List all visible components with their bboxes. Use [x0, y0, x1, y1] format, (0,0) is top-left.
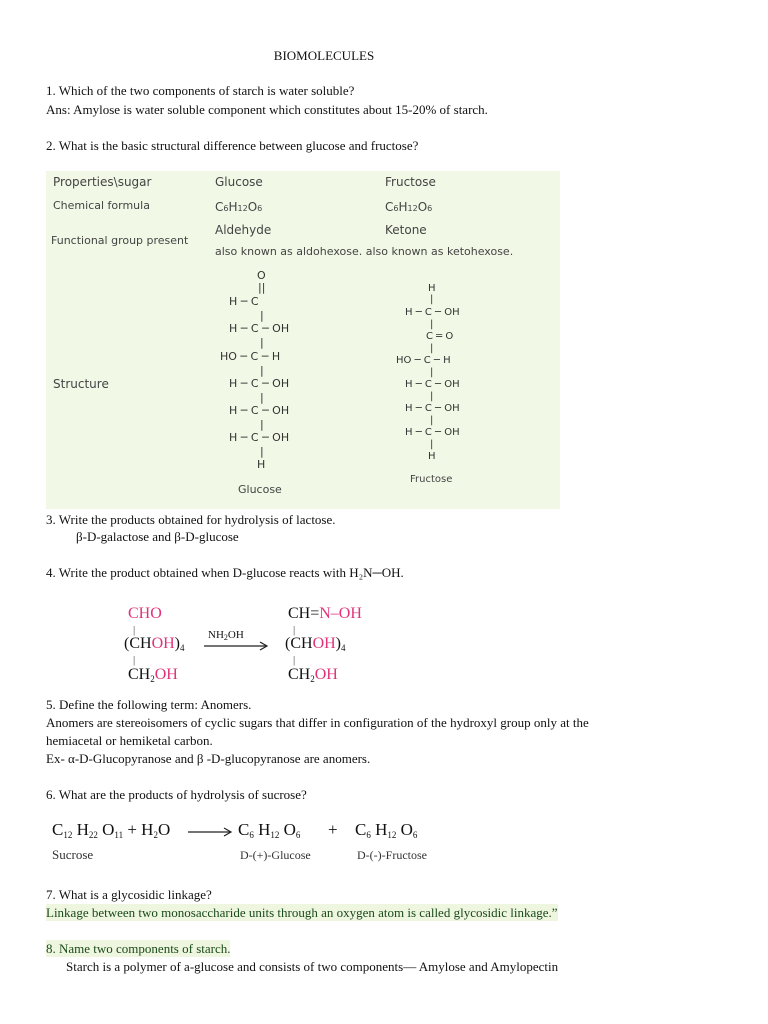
question-7: 7. What is a glycosidic linkage? — [46, 887, 212, 902]
reagent-label: NH2OH — [208, 629, 244, 642]
question-3: 3. Write the products obtained for hydrolysis of lactose. — [46, 512, 336, 527]
answer-8: Starch is a polymer of a-glucose and consists of two components— Amylose and Amylopectin — [66, 959, 559, 974]
row-label-structure: Structure — [53, 377, 109, 391]
glucose-formula: C6H12O6 — [215, 200, 263, 214]
fructose-functional-group: Ketone — [385, 223, 427, 237]
row-label-functional-group: Functional group present — [51, 234, 189, 247]
row-label-formula: Chemical formula — [53, 199, 150, 212]
label-sucrose: Sucrose — [52, 847, 94, 862]
comparison-table-image: Properties\sugar Glucose Fructose Chemical formula C6H12O6 C6H12O6 Aldehyde Ketone Functional group present also known as aldohexose. also known as ketohexose. Structure O || H ─ C | H ─ C ─ OH | HO ─ C ─ H | H ─ C ─ OH | H ─ C ─ OH | H ─ C ─ OH | H Glucose H | H ─ C ─ OH | C ═ O | HO ─ C ─ H | H ─ C ─ OH | H ─ C ─ OH | H ─ C ─ OH | H Fructose — [46, 171, 560, 509]
question-2: 2. What is the basic structural difference between glucose and fructose? — [46, 138, 419, 153]
answer-1: Ans: Amylose is water soluble component which constitutes about 15-20% of starch. — [46, 102, 488, 117]
answer-5-line-1: Anomers are stereoisomers of cyclic sugars that differ in configuration of the hydroxyl group only at the — [46, 715, 589, 730]
question-6: 6. What are the products of hydrolysis of sucrose? — [46, 787, 307, 802]
fructose-formula: C6H12O6 — [385, 200, 433, 214]
label-fructose: D-(-)-Fructose — [357, 848, 427, 862]
reaction-arrow-icon — [204, 640, 270, 652]
question-8: 8. Name two components of starch. — [46, 941, 231, 956]
question-4: 4. Write the product obtained when D-glucose reacts with H₂N─OH. — [46, 565, 404, 580]
equation-arrow-icon — [188, 826, 234, 838]
page-title: BIOMOLECULES — [273, 48, 375, 63]
question-5: 5. Define the following term: Anomers. — [46, 697, 252, 712]
question-1: 1. Which of the two components of starch is water soluble? — [46, 83, 355, 98]
answer-5-line-2: hemiacetal or hemiketal carbon. — [46, 733, 213, 748]
table-header-properties: Properties\sugar — [53, 175, 152, 189]
answer-7: Linkage between two monosaccharide units through an oxygen atom is called glycosidic linkage.” — [46, 905, 558, 920]
table-header-fructose: Fructose — [385, 175, 436, 189]
functional-group-note: also known as aldohexose. also known as ketohexose. — [215, 245, 514, 258]
answer-5-example: Ex- α-D-Glucopyranose and β -D-glucopyranose are anomers. — [46, 751, 371, 766]
table-header-glucose: Glucose — [215, 175, 263, 189]
label-glucose: D-(+)-Glucose — [240, 848, 311, 862]
answer-3: β-D-galactose and β-D-glucose — [76, 529, 239, 544]
glucose-caption: Glucose — [238, 483, 282, 496]
glucose-functional-group: Aldehyde — [215, 223, 272, 237]
fructose-caption: Fructose — [410, 474, 453, 485]
